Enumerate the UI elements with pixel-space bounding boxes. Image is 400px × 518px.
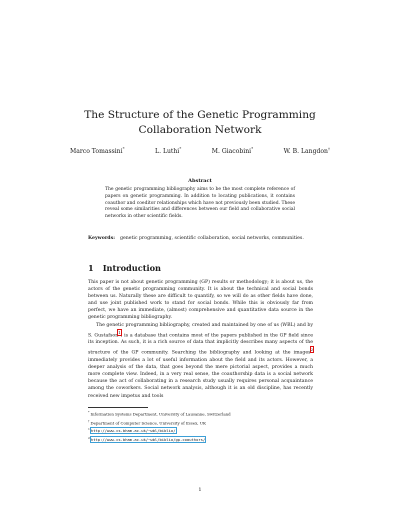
author-name: W. B. Langdon [283, 148, 328, 156]
section-title: Introduction [102, 263, 162, 273]
author-mark: * [122, 146, 125, 151]
author-list [70, 146, 330, 155]
paragraph-2-text: , is a database that contains most of the papers published in the GP field since its inception. As such, it is a rich source of data that implicitly describes many aspects of the structure of the GP community. Searching the bibliography and looking at the images [88, 333, 313, 356]
page-number: 1 [198, 487, 202, 493]
author-mark: * [251, 146, 254, 151]
footnote-link[interactable]: http://www.cs.bham.ac.uk/~wbl/biblio/ [90, 428, 176, 434]
footnote-1 [88, 409, 313, 418]
keywords-label: Keywords: [88, 236, 115, 241]
footnote-mark: † [88, 418, 90, 423]
author-name: M. Giacobini [211, 148, 252, 156]
abstract-text: The genetic programming bibliography aims to be the most complete reference of papers on genetic programming. In addition to locating publications, it contains coauthor and coeditor relationships which have not previously been studied. These reveal some similarities and differences between our field and collaborative social networks in other scientific fields. [105, 187, 295, 220]
author-1 [70, 146, 125, 155]
paragraph-2 [88, 322, 313, 400]
footnotes [88, 409, 313, 443]
author-2 [155, 146, 181, 155]
author-name: Marco Tomassini [70, 148, 123, 156]
section-number: 1 [88, 263, 94, 273]
paragraph-1: This paper is not about genetic programming (GP) results or methodology; it is about us, the actors of the genetic programming community. It is about the technical and social bonds between us. Naturally these are difficult to quantify, so we will do as other fields have done, and use joint published work to stand for social bonds. While this is obviously far from perfect, we have an immediate, (almost) comprehensive and quantitative data source in the genetic programming bibliography. [88, 280, 313, 321]
footnote-mark: 1 [88, 427, 90, 432]
footnote-4 [88, 435, 313, 444]
paper-title [60, 108, 340, 138]
section-heading [88, 263, 161, 273]
keywords-text: genetic programming, scientific collaboration, social networks, communities. [119, 236, 304, 241]
footnote-text: Information Systems Department, University of Lausanne, Switzerland [90, 411, 231, 417]
footnote-text: Department of Computer Science, University of Essex, UK [90, 419, 206, 425]
abstract-heading: Abstract [188, 178, 212, 184]
footnote-3 [88, 426, 313, 435]
body-text [88, 279, 313, 400]
title-line-1: The Structure of the Genetic Programming [84, 109, 316, 121]
author-4 [284, 146, 330, 155]
keywords-block [88, 235, 313, 242]
footnote-ref-2[interactable]: 2 [310, 347, 313, 353]
footnote-mark: * [88, 410, 90, 414]
author-3 [212, 146, 253, 155]
author-name: L. Luthi [155, 148, 180, 156]
author-mark: † [328, 146, 330, 151]
footnote-mark: 2 [88, 435, 90, 440]
author-mark: * [179, 146, 182, 151]
footnote-ref-1[interactable]: 1 [118, 329, 121, 335]
paragraph-2-text: immediately provides a lot of useful information about the field and its actors. However, a deeper analysis of the data, that goes beyond the mere pictorial aspect, provides a much more complete view. Indeed, in a very real sense, the coauthorship data is a social network because the act of collaborating in a research study usually requires personal acquaintance among the coworkers. Social network analysis, although it is an old discipline, has recently received new impetus and tools [88, 358, 313, 399]
footnote-divider [88, 407, 148, 408]
paragraph-2-text: The genetic programming bibliography, created and maintained by one of us (WBL) and by S. Gustafson [88, 322, 313, 339]
footnote-2 [88, 418, 313, 427]
footnote-link[interactable]: http://www.cs.bham.ac.uk/~wbl/biblio/gp-coauthors/ [90, 437, 206, 443]
title-line-2: Collaboration Network [138, 124, 262, 136]
